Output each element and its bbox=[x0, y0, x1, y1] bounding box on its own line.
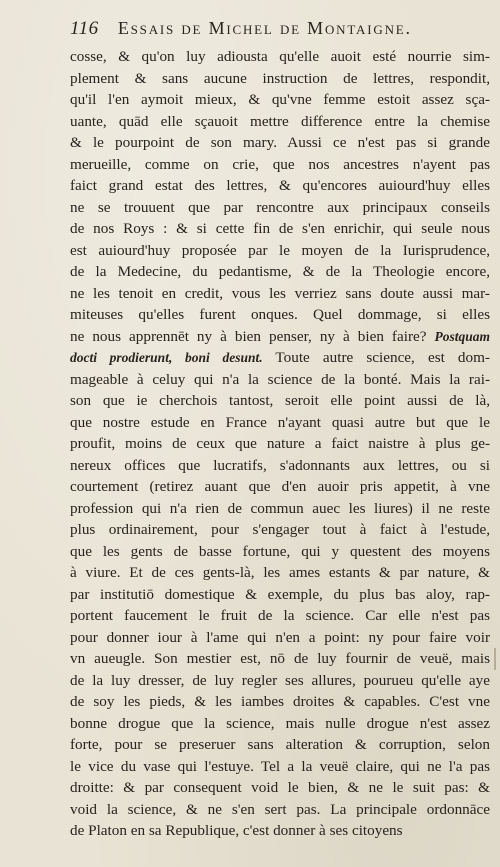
text-line bbox=[70, 261, 490, 283]
text-line bbox=[70, 132, 490, 154]
text-segment: de Platon en sa Republique, c'est donner à ses citoyens bbox=[70, 822, 403, 839]
text-line bbox=[70, 455, 490, 477]
text-line bbox=[70, 498, 490, 520]
text-line bbox=[70, 541, 490, 563]
text-line bbox=[70, 734, 490, 756]
text-segment: uante, quād elle sçauoit mettre difference entre la chemise bbox=[70, 112, 490, 130]
text-line bbox=[70, 605, 490, 627]
text-line bbox=[70, 326, 490, 348]
text-segment: miteuses qu'elles furent onques. Quel dommage, si elles bbox=[70, 306, 490, 323]
text-segment: son que ie cherchois tantost, seroit elle point aussi de là, bbox=[70, 392, 490, 409]
text-line bbox=[70, 627, 490, 649]
text-segment: à viure. Et de ces gents-là, les ames estants & par nature, & bbox=[70, 564, 490, 581]
text-segment: courtement (retirez auant que d'en auoir pris appetit, à vne bbox=[70, 478, 490, 495]
text-segment: merueille, comme on crie, que nos ancestres n'ayent pas bbox=[70, 155, 490, 173]
body-text bbox=[70, 46, 490, 842]
latin-quotation: Postquam bbox=[434, 328, 490, 344]
text-line bbox=[70, 369, 490, 391]
text-line bbox=[70, 218, 490, 240]
text-line bbox=[70, 691, 490, 713]
text-segment: Toute autre science, est dom- bbox=[262, 349, 490, 366]
text-line bbox=[70, 240, 490, 262]
text-line bbox=[70, 756, 490, 778]
text-line bbox=[70, 412, 490, 434]
text-segment: vn aueugle. Son mestier est, nō de luy fournir de veuë, mais bbox=[70, 650, 490, 667]
text-segment: droitte: & par consequent void le bien, & ne le suit pas: & bbox=[70, 779, 490, 796]
text-line bbox=[70, 390, 490, 412]
text-line bbox=[70, 713, 490, 735]
text-segment: que nostre estude en France n'ayant quasi autre but que le bbox=[70, 413, 490, 431]
text-segment: plus ordinairement, pour s'engager tout à faict à l'estude, bbox=[70, 521, 490, 538]
margin-mark bbox=[494, 648, 496, 670]
text-line bbox=[70, 347, 490, 369]
text-segment: portent faucement le fruit de la science. Car elle n'est pas bbox=[70, 607, 490, 624]
text-line bbox=[70, 777, 490, 799]
text-line bbox=[70, 519, 490, 541]
text-segment: le vice du vase qui l'estuye. Tel a la veuë claire, qui ne l'a pas bbox=[70, 757, 490, 775]
text-segment: & le pourpoint de son mary. Aussi ce n'est pas si grande bbox=[70, 134, 490, 151]
page-number: 116 bbox=[70, 18, 99, 39]
text-segment: qu'il l'en aymoit mieux, & qu'vne femme estoit assez sça- bbox=[70, 91, 490, 108]
text-segment: ne nous apprennēt ny à bien penser, ny à bien faire? bbox=[70, 327, 435, 345]
text-line bbox=[70, 89, 490, 111]
text-segment: pour donner iour à l'ame qui n'en a point: ny pour faire voir bbox=[70, 628, 490, 646]
text-segment: void la science, & ne s'en sert pas. La principale ordonnāce bbox=[70, 800, 490, 818]
text-segment: bonne drogue que la science, mais nulle drogue n'est assez bbox=[70, 714, 490, 732]
latin-quotation: docti prodierunt, boni desunt. bbox=[70, 350, 263, 365]
text-line bbox=[70, 154, 490, 176]
text-line bbox=[70, 476, 490, 498]
text-segment: mageable à celuy qui n'a la science de la bonté. Mais la rai- bbox=[70, 370, 490, 388]
text-segment: de la Medecine, du pedantisme, & de la Theologie encore, bbox=[70, 263, 490, 280]
text-segment: forte, pour se preseruer sans alteration & corruption, selon bbox=[70, 736, 490, 753]
text-line bbox=[70, 175, 490, 197]
text-line bbox=[70, 433, 490, 455]
text-line bbox=[70, 283, 490, 305]
text-segment: ne les tenoit en credit, vous les verriez sans doute aussi mar- bbox=[70, 284, 490, 302]
text-segment: par institutiō domestique & exemple, du plus bas aloy, rap- bbox=[70, 585, 490, 603]
text-segment: que les gents de basse fortune, qui y questent des moyens bbox=[70, 542, 490, 560]
text-line bbox=[70, 111, 490, 133]
text-segment: plement & sans aucune instruction de lettres, respondit, bbox=[70, 69, 490, 87]
text-segment: de nos Roys : & si cette fin de s'en enrichir, qui seule nous bbox=[70, 220, 490, 237]
text-line bbox=[70, 648, 490, 670]
text-line bbox=[70, 68, 490, 90]
text-line bbox=[70, 197, 490, 219]
text-line bbox=[70, 304, 490, 326]
text-segment: ne se trouuent que par rencontre aux principaux conseils bbox=[70, 198, 490, 216]
text-segment: cosse, & qu'on luy adiousta qu'elle auoit esté nourrie sim- bbox=[70, 48, 490, 65]
page-header bbox=[70, 18, 490, 42]
text-segment: proufit, moins de ceux que nature a faict naistre à plus ge- bbox=[70, 435, 490, 452]
text-line bbox=[70, 670, 490, 692]
running-title: Essais de Michel de Montaigne. bbox=[117, 18, 412, 38]
text-line bbox=[70, 562, 490, 584]
text-line bbox=[70, 799, 490, 821]
text-segment: de soy les pieds, & les iambes droites & capables. C'est vne bbox=[70, 693, 490, 710]
text-segment: de la luy dresser, de luy regler ses allures, pourueu qu'elle aye bbox=[70, 671, 490, 689]
text-line bbox=[70, 820, 490, 842]
text-segment: faict grand estat des lettres, & qu'encores auiourd'huy elles bbox=[70, 177, 490, 194]
text-segment: profession qui n'a rien de commun auec les liures) il ne reste bbox=[70, 499, 490, 517]
text-segment: nereux offices que lucratifs, s'adonnants aux lettres, ou si bbox=[70, 456, 490, 474]
text-line bbox=[70, 46, 490, 68]
text-segment: est auiourd'huy proposée par le moyen de la Iurisprudence, bbox=[70, 241, 490, 259]
text-line bbox=[70, 584, 490, 606]
